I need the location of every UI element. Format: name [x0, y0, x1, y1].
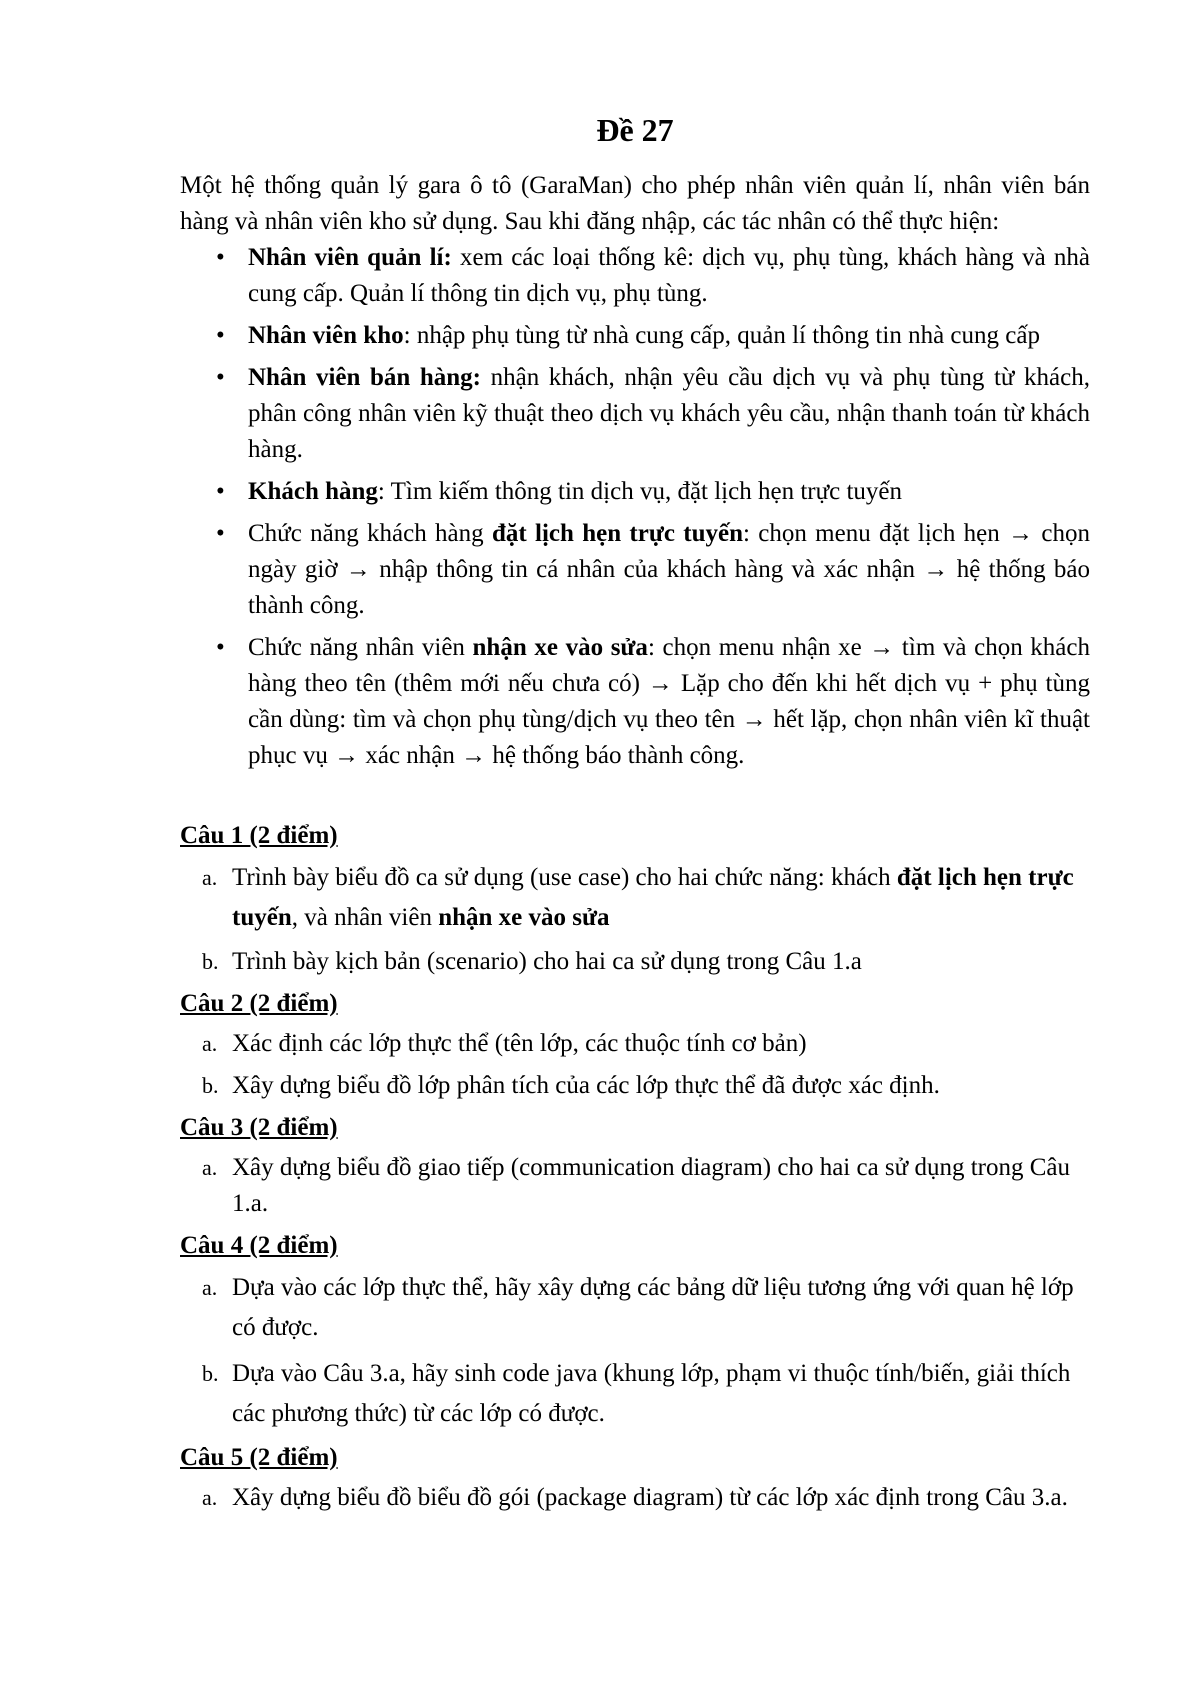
bullet-prefix: Chức năng khách hàng: [248, 520, 492, 547]
sub-question-text: Trình bày kịch bản (scenario) cho hai ca sử dụng trong Câu 1.a: [232, 948, 862, 975]
bullet-item-receive-car-function: [180, 630, 1090, 774]
bullet-bold-label: Nhân viên kho: [248, 322, 404, 349]
intro-paragraph: Một hệ thống quản lý gara ô tô (GaraMan) cho phép nhân viên quản lí, nhân viên bán hàng và nhân viên kho sử dụng. Sau khi đăng nhập, các tác nhân có thể thực hiện:: [180, 172, 1090, 235]
bullet-item-booking-function: [180, 516, 1090, 624]
bullet-text: : Tìm kiếm thông tin dịch vụ, đặt lịch hẹn trực tuyến: [377, 478, 903, 505]
bullet-item-sales: [180, 360, 1090, 468]
sub-question-item: [180, 1026, 1090, 1062]
sub-question-list: [180, 858, 1090, 980]
bullet-text: : chọn menu nhận xe → tìm và chọn khách hàng theo tên (thêm mới nếu chưa có) → Lặp cho đến khi hết dịch vụ + phụ tùng cần dùng: tìm và chọn phụ tùng/dịch vụ theo tên → hết lặp, chọn nhân viên kĩ thuật phục vụ → xác nhận → hệ thống báo thành công.: [248, 634, 1090, 769]
sub-question-text: Xác định các lớp thực thể (tên lớp, các thuộc tính cơ bản): [232, 1030, 807, 1057]
bullet-prefix: Chức năng nhân viên: [248, 634, 473, 661]
sub-question-letter: a.: [202, 1275, 218, 1300]
sub-question-list: [180, 1150, 1090, 1222]
sub-question-letter: a.: [202, 1031, 218, 1056]
sub-question-text: Dựa vào Câu 3.a, hãy sinh code java (khung lớp, phạm vi thuộc tính/biến, giải thích các phương thức) từ các lớp có được.: [232, 1360, 1071, 1427]
sub-question-text: Xây dựng biểu đồ giao tiếp (communication diagram) cho hai ca sử dụng trong Câu 1.a.: [232, 1154, 1071, 1217]
bullet-text: nhận khách, nhận yêu cầu dịch vụ và phụ tùng từ khách, phân công nhân viên kỹ thuật theo dịch vụ khách yêu cầu, nhận thanh toán từ khách hàng.: [248, 364, 1090, 463]
section-spacer: [180, 780, 1090, 814]
sub-question-letter: a.: [202, 1485, 218, 1510]
sub-question-text: , và nhân viên: [291, 904, 439, 931]
question-5: [180, 1440, 1090, 1516]
question-heading: Câu 5 (2 điểm): [180, 1444, 338, 1471]
sub-question-item: [180, 1068, 1090, 1104]
bullet-bold-label: Nhân viên bán hàng:: [248, 364, 482, 391]
bullet-item-customer: [180, 474, 1090, 510]
sub-question-letter: b.: [202, 1073, 219, 1098]
sub-question-bold: nhận xe vào sửa: [438, 904, 610, 931]
sub-question-list: [180, 1268, 1090, 1434]
bullet-icon: •: [216, 322, 225, 349]
exam-page: [180, 110, 1090, 1522]
sub-question-item: [180, 1354, 1090, 1434]
question-heading: Câu 3 (2 điểm): [180, 1114, 338, 1141]
question-2: [180, 986, 1090, 1104]
sub-question-bold: đặt lịch hẹn trực tuyến: [232, 864, 1074, 931]
sub-question-letter: a.: [202, 865, 218, 890]
bullet-text: : nhập phụ tùng từ nhà cung cấp, quản lí thông tin nhà cung cấp: [403, 322, 1040, 349]
bullet-text: xem các loại thống kê: dịch vụ, phụ tùng, khách hàng và nhà cung cấp. Quản lí thông tin dịch vụ, phụ tùng.: [248, 244, 1090, 307]
question-heading: Câu 2 (2 điểm): [180, 990, 338, 1017]
sub-question-item: [180, 1480, 1090, 1516]
sub-question-text: Xây dựng biểu đồ lớp phân tích của các lớp thực thể đã được xác định.: [232, 1072, 940, 1099]
exam-title: Đề 27: [596, 112, 674, 148]
sub-question-item: [180, 1268, 1090, 1348]
question-3: [180, 1110, 1090, 1222]
question-heading: Câu 4 (2 điểm): [180, 1232, 338, 1259]
bullet-icon: •: [216, 364, 225, 391]
sub-question-letter: b.: [202, 949, 219, 974]
bullet-icon: •: [216, 634, 225, 661]
bullet-icon: •: [216, 478, 225, 505]
sub-question-item: [180, 858, 1090, 938]
sub-question-list: [180, 1480, 1090, 1516]
sub-question-text: Trình bày biểu đồ ca sử dụng (use case) cho hai chức năng: khách: [232, 864, 897, 891]
sub-question-text: Xây dựng biểu đồ biểu đồ gói (package diagram) từ các lớp xác định trong Câu 3.a.: [232, 1484, 1068, 1511]
bullet-item-manager: [180, 240, 1090, 312]
question-heading: Câu 1 (2 điểm): [180, 822, 338, 849]
bullet-item-warehouse: [180, 318, 1090, 354]
bullet-bold-label: nhận xe vào sửa: [472, 634, 648, 661]
bullet-icon: •: [216, 520, 225, 547]
bullet-bold-label: Khách hàng: [248, 478, 378, 505]
sub-question-item: [180, 944, 1090, 980]
question-1: [180, 818, 1090, 980]
actor-bullet-list: [180, 240, 1090, 774]
bullet-text: : chọn menu đặt lịch hẹn → chọn ngày giờ → nhập thông tin cá nhân của khách hàng và xác nhận → hệ thống báo thành công.: [248, 520, 1090, 619]
sub-question-letter: b.: [202, 1361, 219, 1386]
sub-question-list: [180, 1026, 1090, 1104]
bullet-icon: •: [216, 244, 225, 271]
bullet-bold-label: Nhân viên quản lí:: [248, 244, 452, 271]
question-4: [180, 1228, 1090, 1434]
bullet-bold-label: đặt lịch hẹn trực tuyến: [491, 520, 743, 547]
sub-question-item: [180, 1150, 1090, 1222]
sub-question-text: Dựa vào các lớp thực thể, hãy xây dựng các bảng dữ liệu tương ứng với quan hệ lớp có được.: [232, 1274, 1074, 1341]
sub-question-letter: a.: [202, 1155, 218, 1180]
